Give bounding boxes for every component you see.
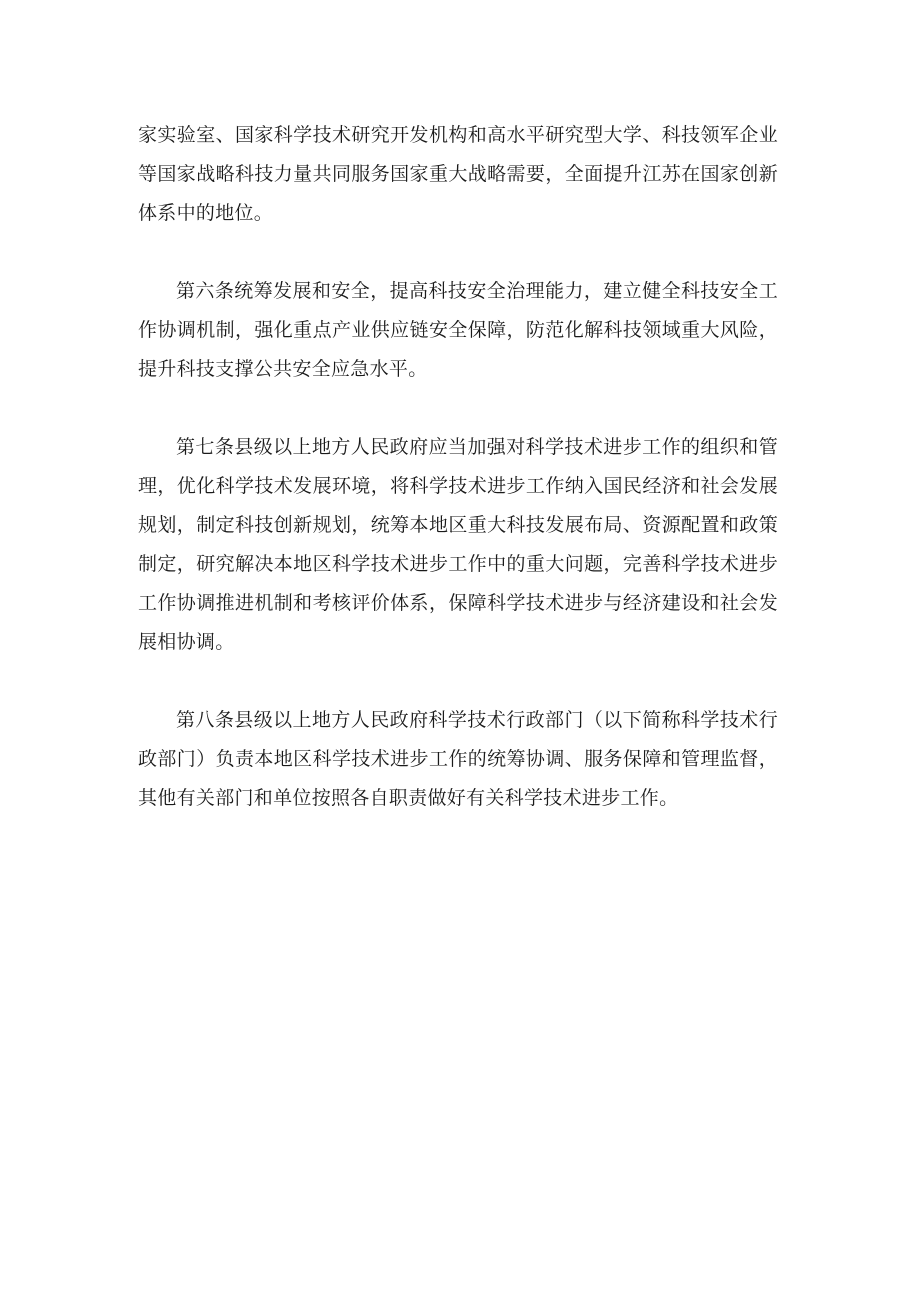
document-body <box>138 116 778 857</box>
paragraph-continuation: 家实验室、国家科学技术研究开发机构和高水平研究型大学、科技领军企业等国家战略科技力量共同服务国家重大战略需要，全面提升江苏在国家创新体系中的地位。 <box>138 124 778 224</box>
paragraph-article-6: 第六条统筹发展和安全，提高科技安全治理能力，建立健全科技安全工作协调机制，强化重点产业供应链安全保障，防范化解科技领域重大风险，提升科技支撑公共安全应急水平。 <box>138 280 778 380</box>
paragraph-article-7: 第七条县级以上地方人民政府应当加强对科学技术进步工作的组织和管理，优化科学技术发展环境，将科学技术进步工作纳入国民经济和社会发展规划，制定科技创新规划，统筹本地区重大科技发展布局、资源配置和政策制定，研究解决本地区科学技术进步工作中的重大问题，完善科学技术进步工作协调推进机制和考核评价体系，保障科学技术进步与经济建设和社会发展相协调。 <box>138 436 778 653</box>
paragraph-article-8: 第八条县级以上地方人民政府科学技术行政部门（以下简称科学技术行政部门）负责本地区科学技术进步工作的统筹协调、服务保障和管理监督，其他有关部门和单位按照各自职责做好有关科学技术进步工作。 <box>138 709 778 809</box>
